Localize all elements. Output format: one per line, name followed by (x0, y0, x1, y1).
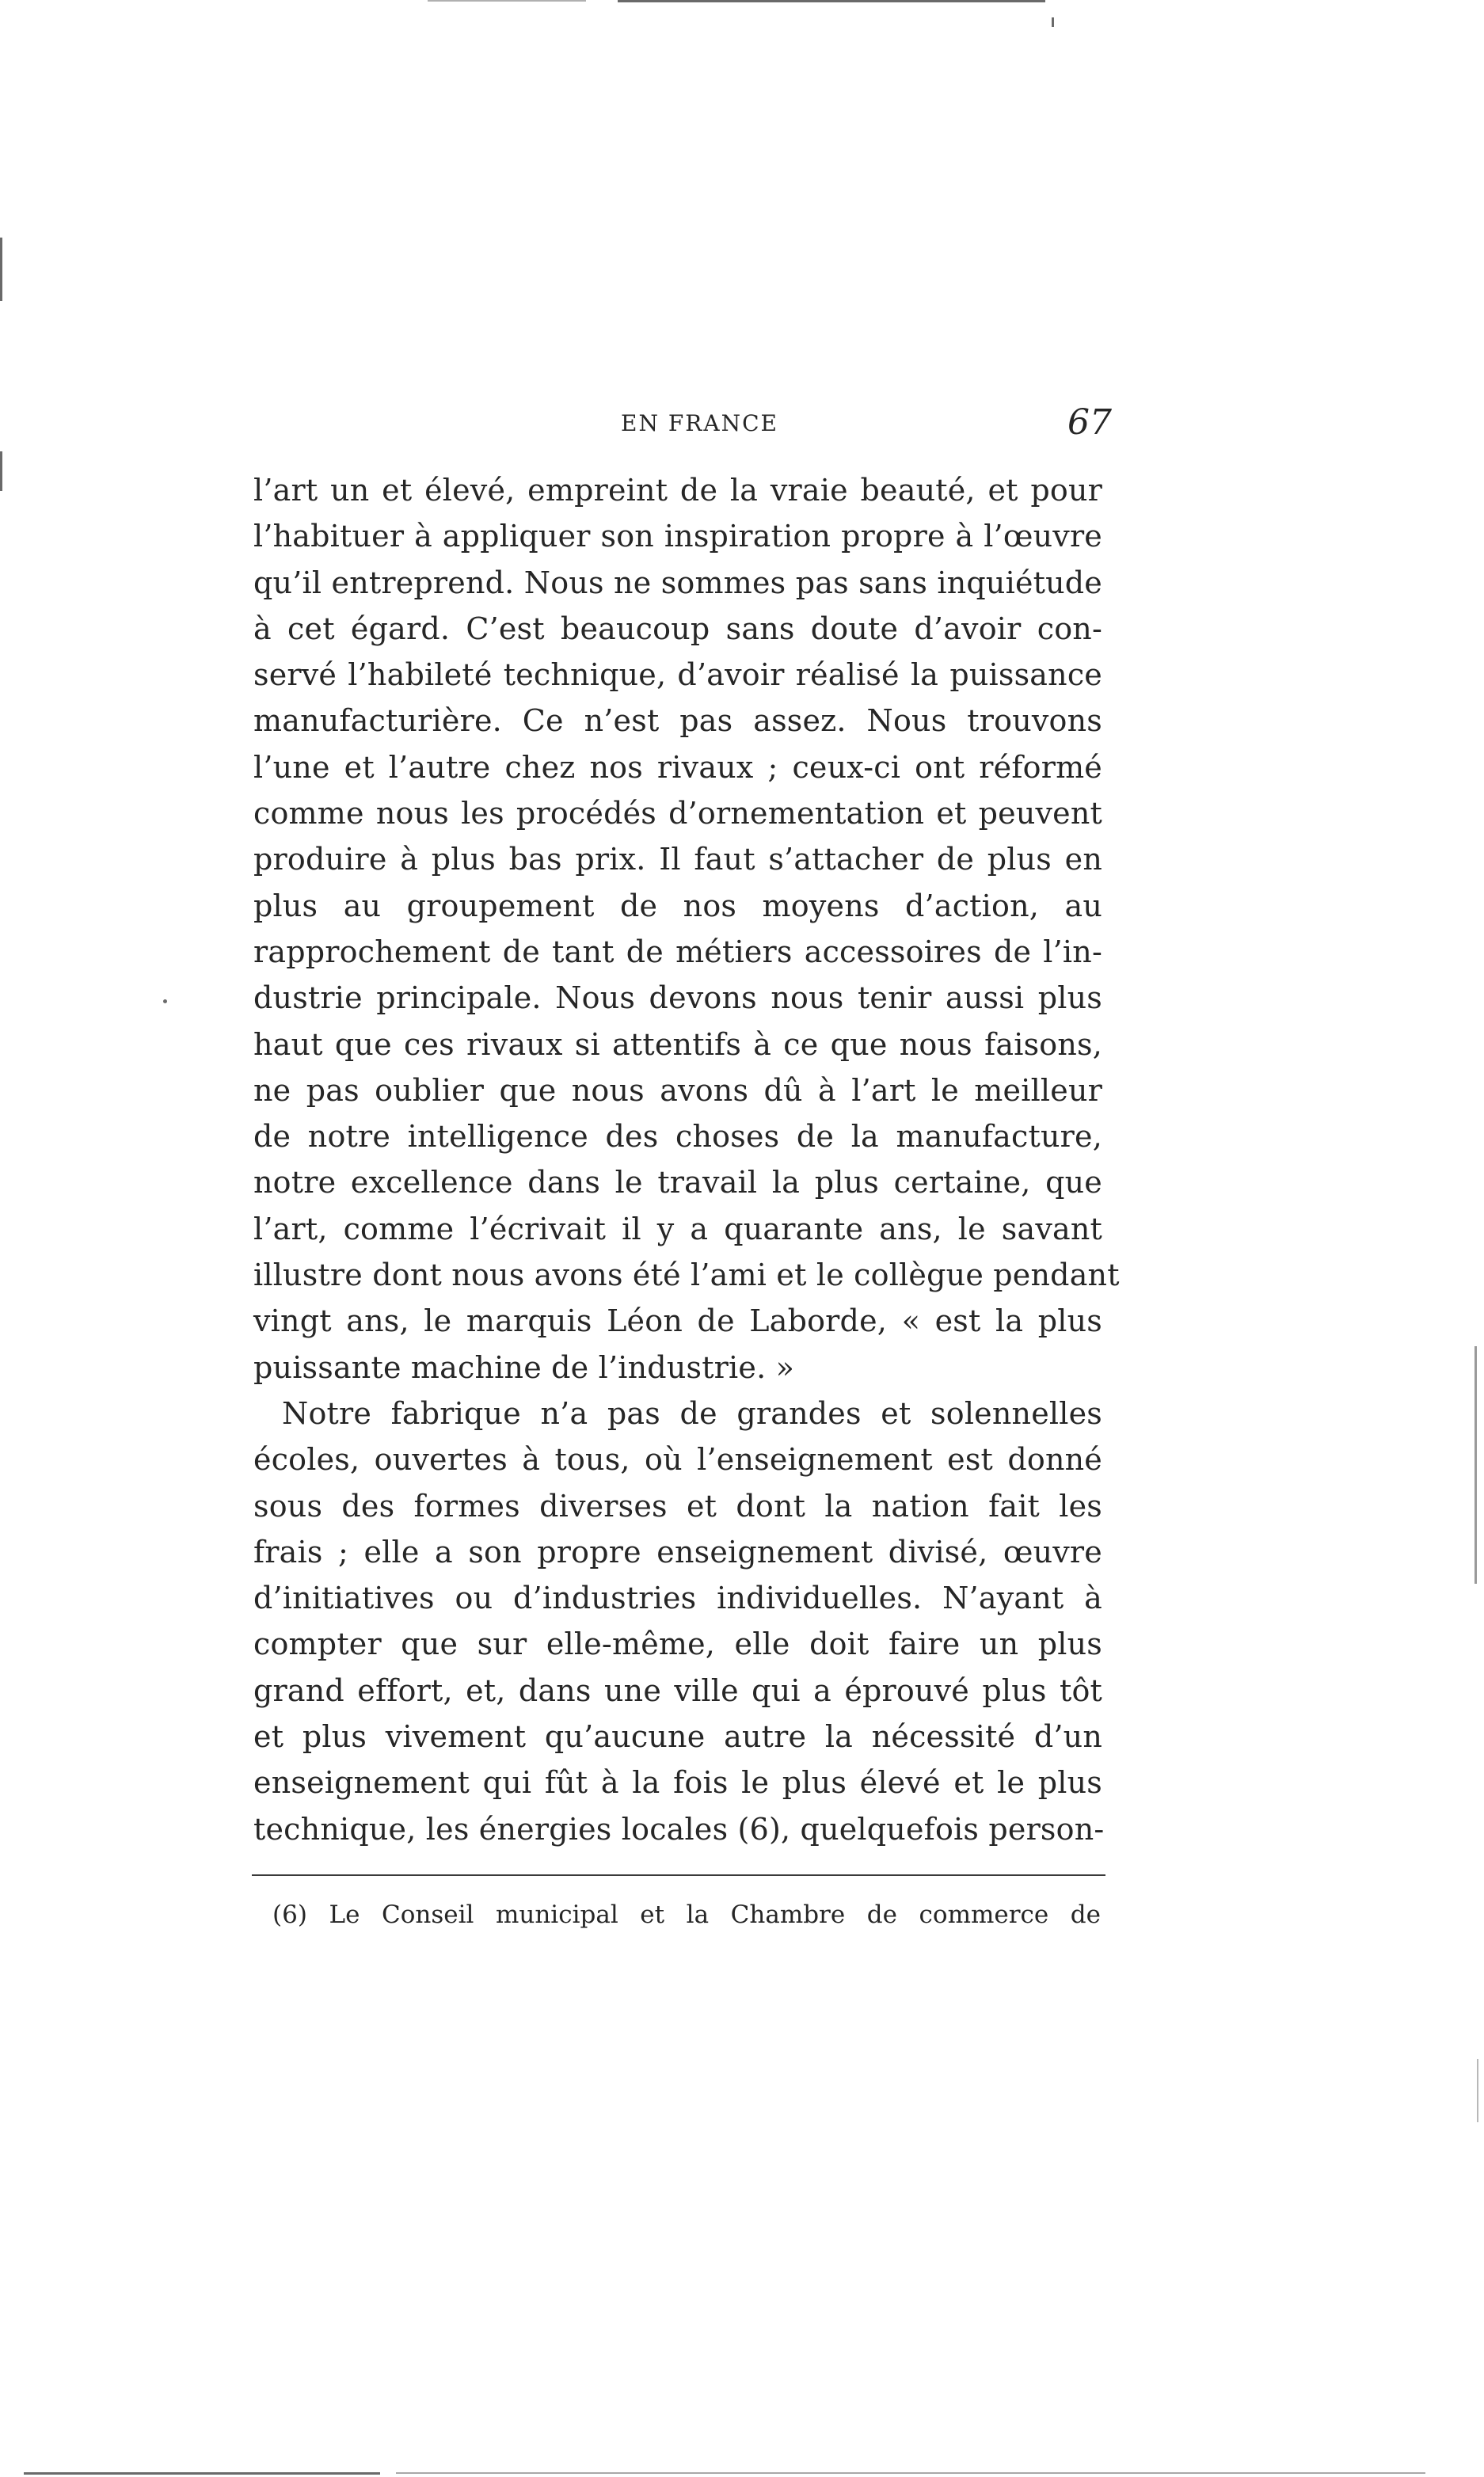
text-line: frais ; elle a son propre enseignement divisé, œuvre (253, 1534, 1102, 1570)
footnote-divider (252, 1874, 1105, 1876)
text-line: grand effort, et, dans une ville qui a éprouvé plus tôt (253, 1672, 1102, 1708)
text-line: sous des formes diverses et dont la nation fait les (253, 1488, 1102, 1524)
text-line: à cet égard. C’est beaucoup sans doute d’avoir con- (253, 611, 1102, 646)
text-line: l’art un et élevé, empreint de la vraie beauté, et pour (253, 473, 1102, 508)
text-line: dustrie principale. Nous devons nous tenir aussi plus (253, 980, 1102, 1016)
text-line: d’initiatives ou d’industries individuelles. N’ayant à (253, 1581, 1102, 1616)
text-line: rapprochement de tant de métiers accessoires de l’in- (253, 934, 1102, 969)
text-line: l’une et l’autre chez nos rivaux ; ceux-ci ont réformé (253, 749, 1102, 785)
paragraph-end-line: puissante machine de l’industrie. » (253, 1349, 795, 1385)
text-line: plus au groupement de nos moyens d’action, au (253, 888, 1102, 923)
text-line: produire à plus bas prix. Il faut s’attacher de plus en (253, 842, 1102, 877)
scan-mark (1052, 17, 1054, 27)
text-line: haut que ces rivaux si attentifs à ce que nous faisons, (253, 1026, 1102, 1062)
text-line: servé l’habileté technique, d’avoir réalisé la puissance (253, 657, 1102, 693)
paragraph-start-line: Notre fabrique n’a pas de grandes et solennelles (282, 1395, 1102, 1431)
text-line: écoles, ouvertes à tous, où l’enseignement est donné (253, 1442, 1102, 1478)
text-line: manufacturière. Ce n’est pas assez. Nous trouvons (253, 703, 1102, 739)
scan-edge-left (0, 238, 2, 301)
text-line: notre excellence dans le travail la plus certaine, que (253, 1165, 1102, 1200)
running-head-title: EN FRANCE (621, 410, 778, 436)
text-line: vingt ans, le marquis Léon de Laborde, « est la plus (253, 1303, 1102, 1339)
text-line: ne pas oublier que nous avons dû à l’art le meilleur (253, 1072, 1102, 1108)
text-line: compter que sur elle-même, elle doit faire un plus (253, 1627, 1102, 1662)
text-line: et plus vivement qu’aucune autre la nécessité d’un (253, 1719, 1102, 1755)
scan-edge-right (1477, 2059, 1478, 2122)
text-line: illustre dont nous avons été l’ami et le collègue pendant (253, 1258, 1120, 1293)
scan-speck (163, 999, 167, 1003)
text-line: enseignement qui fût à la fois le plus élevé et le plus (253, 1765, 1102, 1801)
text-line: qu’il entreprend. Nous ne sommes pas sans inquiétude (253, 565, 1102, 600)
text-line: comme nous les procédés d’ornementation et peuvent (253, 796, 1102, 831)
page-number: 67 (1067, 402, 1112, 443)
text-line: l’habituer à appliquer son inspiration propre à l’œuvre (253, 519, 1102, 554)
body-text (253, 467, 1120, 1852)
text-line: l’art, comme l’écrivait il y a quarante ans, le savant (253, 1211, 1102, 1246)
scan-edge-top (618, 0, 1045, 2)
scan-edge-bottom (24, 2472, 380, 2475)
scan-edge-left (0, 451, 2, 491)
scan-edge-right (1474, 1346, 1477, 1584)
scan-edge-bottom-faint (396, 2472, 1425, 2474)
text-line: de notre intelligence des choses de la manufacture, (253, 1119, 1102, 1155)
scan-edge-top-faint (428, 0, 586, 2)
text-line: technique, les énergies locales (6), quelquefois person- (253, 1811, 1105, 1847)
footnote: (6) Le Conseil municipal et la Chambre de commerce de (272, 1901, 1101, 1929)
running-head (0, 402, 1484, 450)
